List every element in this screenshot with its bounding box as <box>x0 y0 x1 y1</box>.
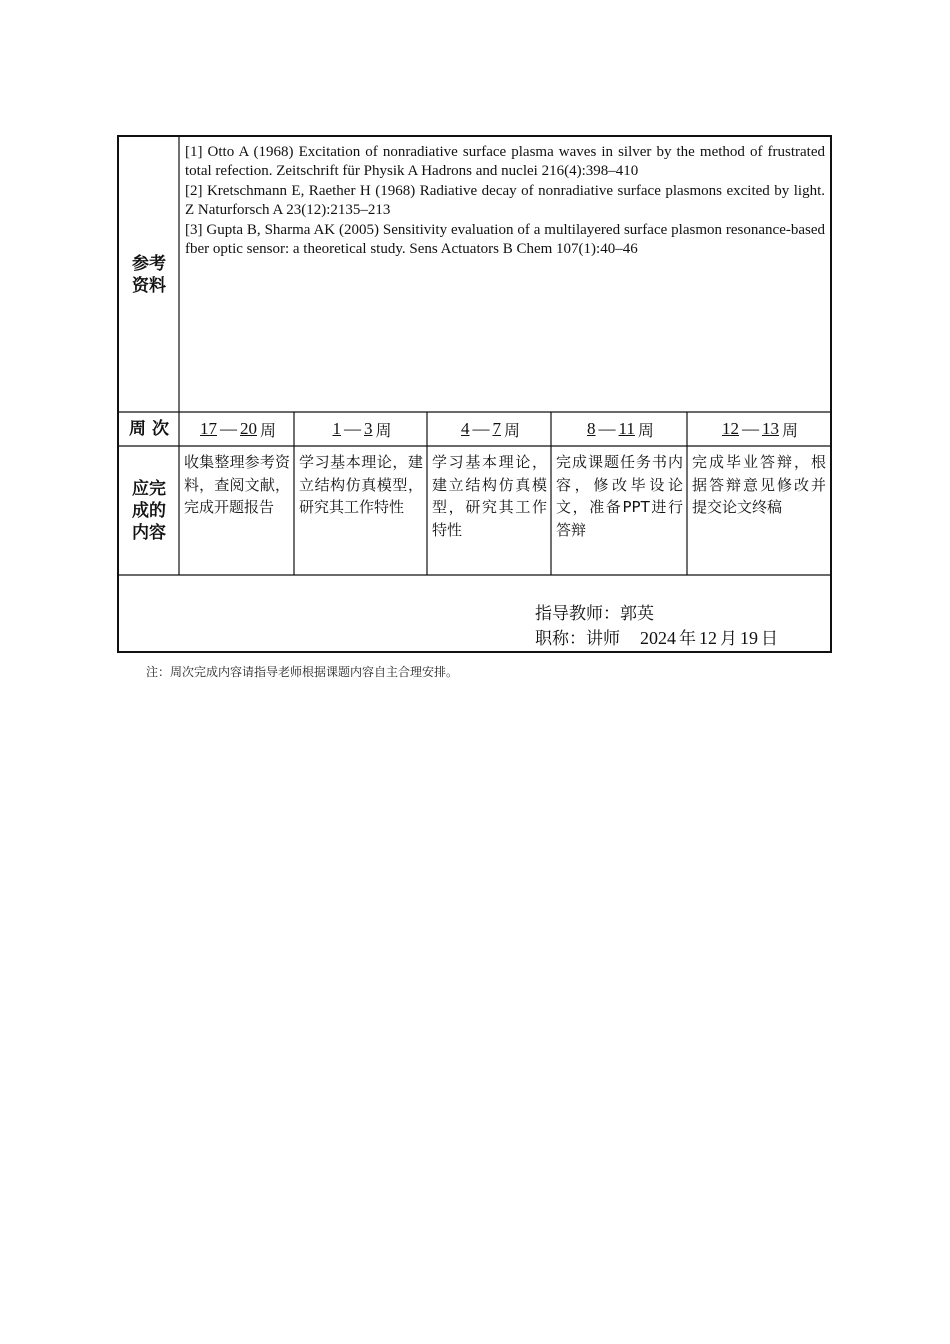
week-end: 7 <box>492 419 501 438</box>
reference-item: [3] Gupta B, Sharma AK (2005) Sensitivity evaluation of a multilayered surface plasmon resonance-based fber optic sensor: a theoretical study. Sens Actuators B Chem 107(1):40–46 <box>185 221 825 258</box>
task-cell: 完成毕业答辩，根据答辩意见修改并提交论文终稿 <box>692 453 826 516</box>
signature-block <box>535 603 778 651</box>
week-end: 20 <box>239 419 257 438</box>
reference-item: [2] Kretschmann E, Raether H (1968) Radiative decay of nonradiative surface plasmons excited by light. Z Naturforsch A 23(12):2135–213 <box>185 182 825 219</box>
title-date-line: 职称：讲师 2024 年 12 月 19 日 <box>535 627 778 649</box>
week-start: 8 <box>587 419 596 438</box>
week-range: 12 — 13 周 <box>687 412 830 446</box>
week-start: 12 <box>721 419 739 438</box>
date-year: 2024 <box>640 627 676 648</box>
references-label: 参考资料 <box>132 253 166 296</box>
task-table <box>117 135 832 653</box>
task-cell: 学习基本理论，建立结构仿真模型，研究其工作特性 <box>432 453 547 539</box>
week-end: 13 <box>761 419 779 438</box>
week-range: 8 — 11 周 <box>551 412 687 446</box>
week-start: 4 <box>460 419 470 438</box>
week-start: 1 <box>332 419 341 438</box>
advisor-title: 讲师 <box>586 628 620 649</box>
date-month: 12 <box>699 627 717 648</box>
task-cell: 完成课题任务书内容，修改毕设论文，准备PPT进行答辩 <box>556 453 683 539</box>
week-start: 17 <box>199 419 217 438</box>
date-day: 19 <box>740 627 758 648</box>
content-label: 应完成的内容 <box>132 478 166 543</box>
week-range: 4 — 7 周 <box>427 412 551 446</box>
advisor-name: 郭英 <box>620 604 654 624</box>
task-cell: 收集整理参考资料，查阅文献，完成开题报告 <box>184 453 290 516</box>
week-range: 17 — 20 周 <box>179 412 294 446</box>
references-list <box>179 137 830 412</box>
advisor-line: 指导教师：郭英 <box>535 604 654 624</box>
task-cell: 学习基本理论，建立结构仿真模型，研究其工作特性 <box>299 453 423 516</box>
footnote: 注：周次完成内容请指导老师根据课题内容自主合理安排。 <box>146 665 459 679</box>
week-end: 11 <box>618 419 635 438</box>
week-end: 3 <box>363 419 373 438</box>
reference-item: [1] Otto A (1968) Excitation of nonradiative surface plasma waves in silver by the method of frustrated total refection. Zeitschrift für Physik A Hadrons and nuclei 216(4):398–410 <box>185 144 825 180</box>
week-label: 周 次 <box>129 419 169 439</box>
week-range: 1 — 3 周 <box>294 412 427 446</box>
